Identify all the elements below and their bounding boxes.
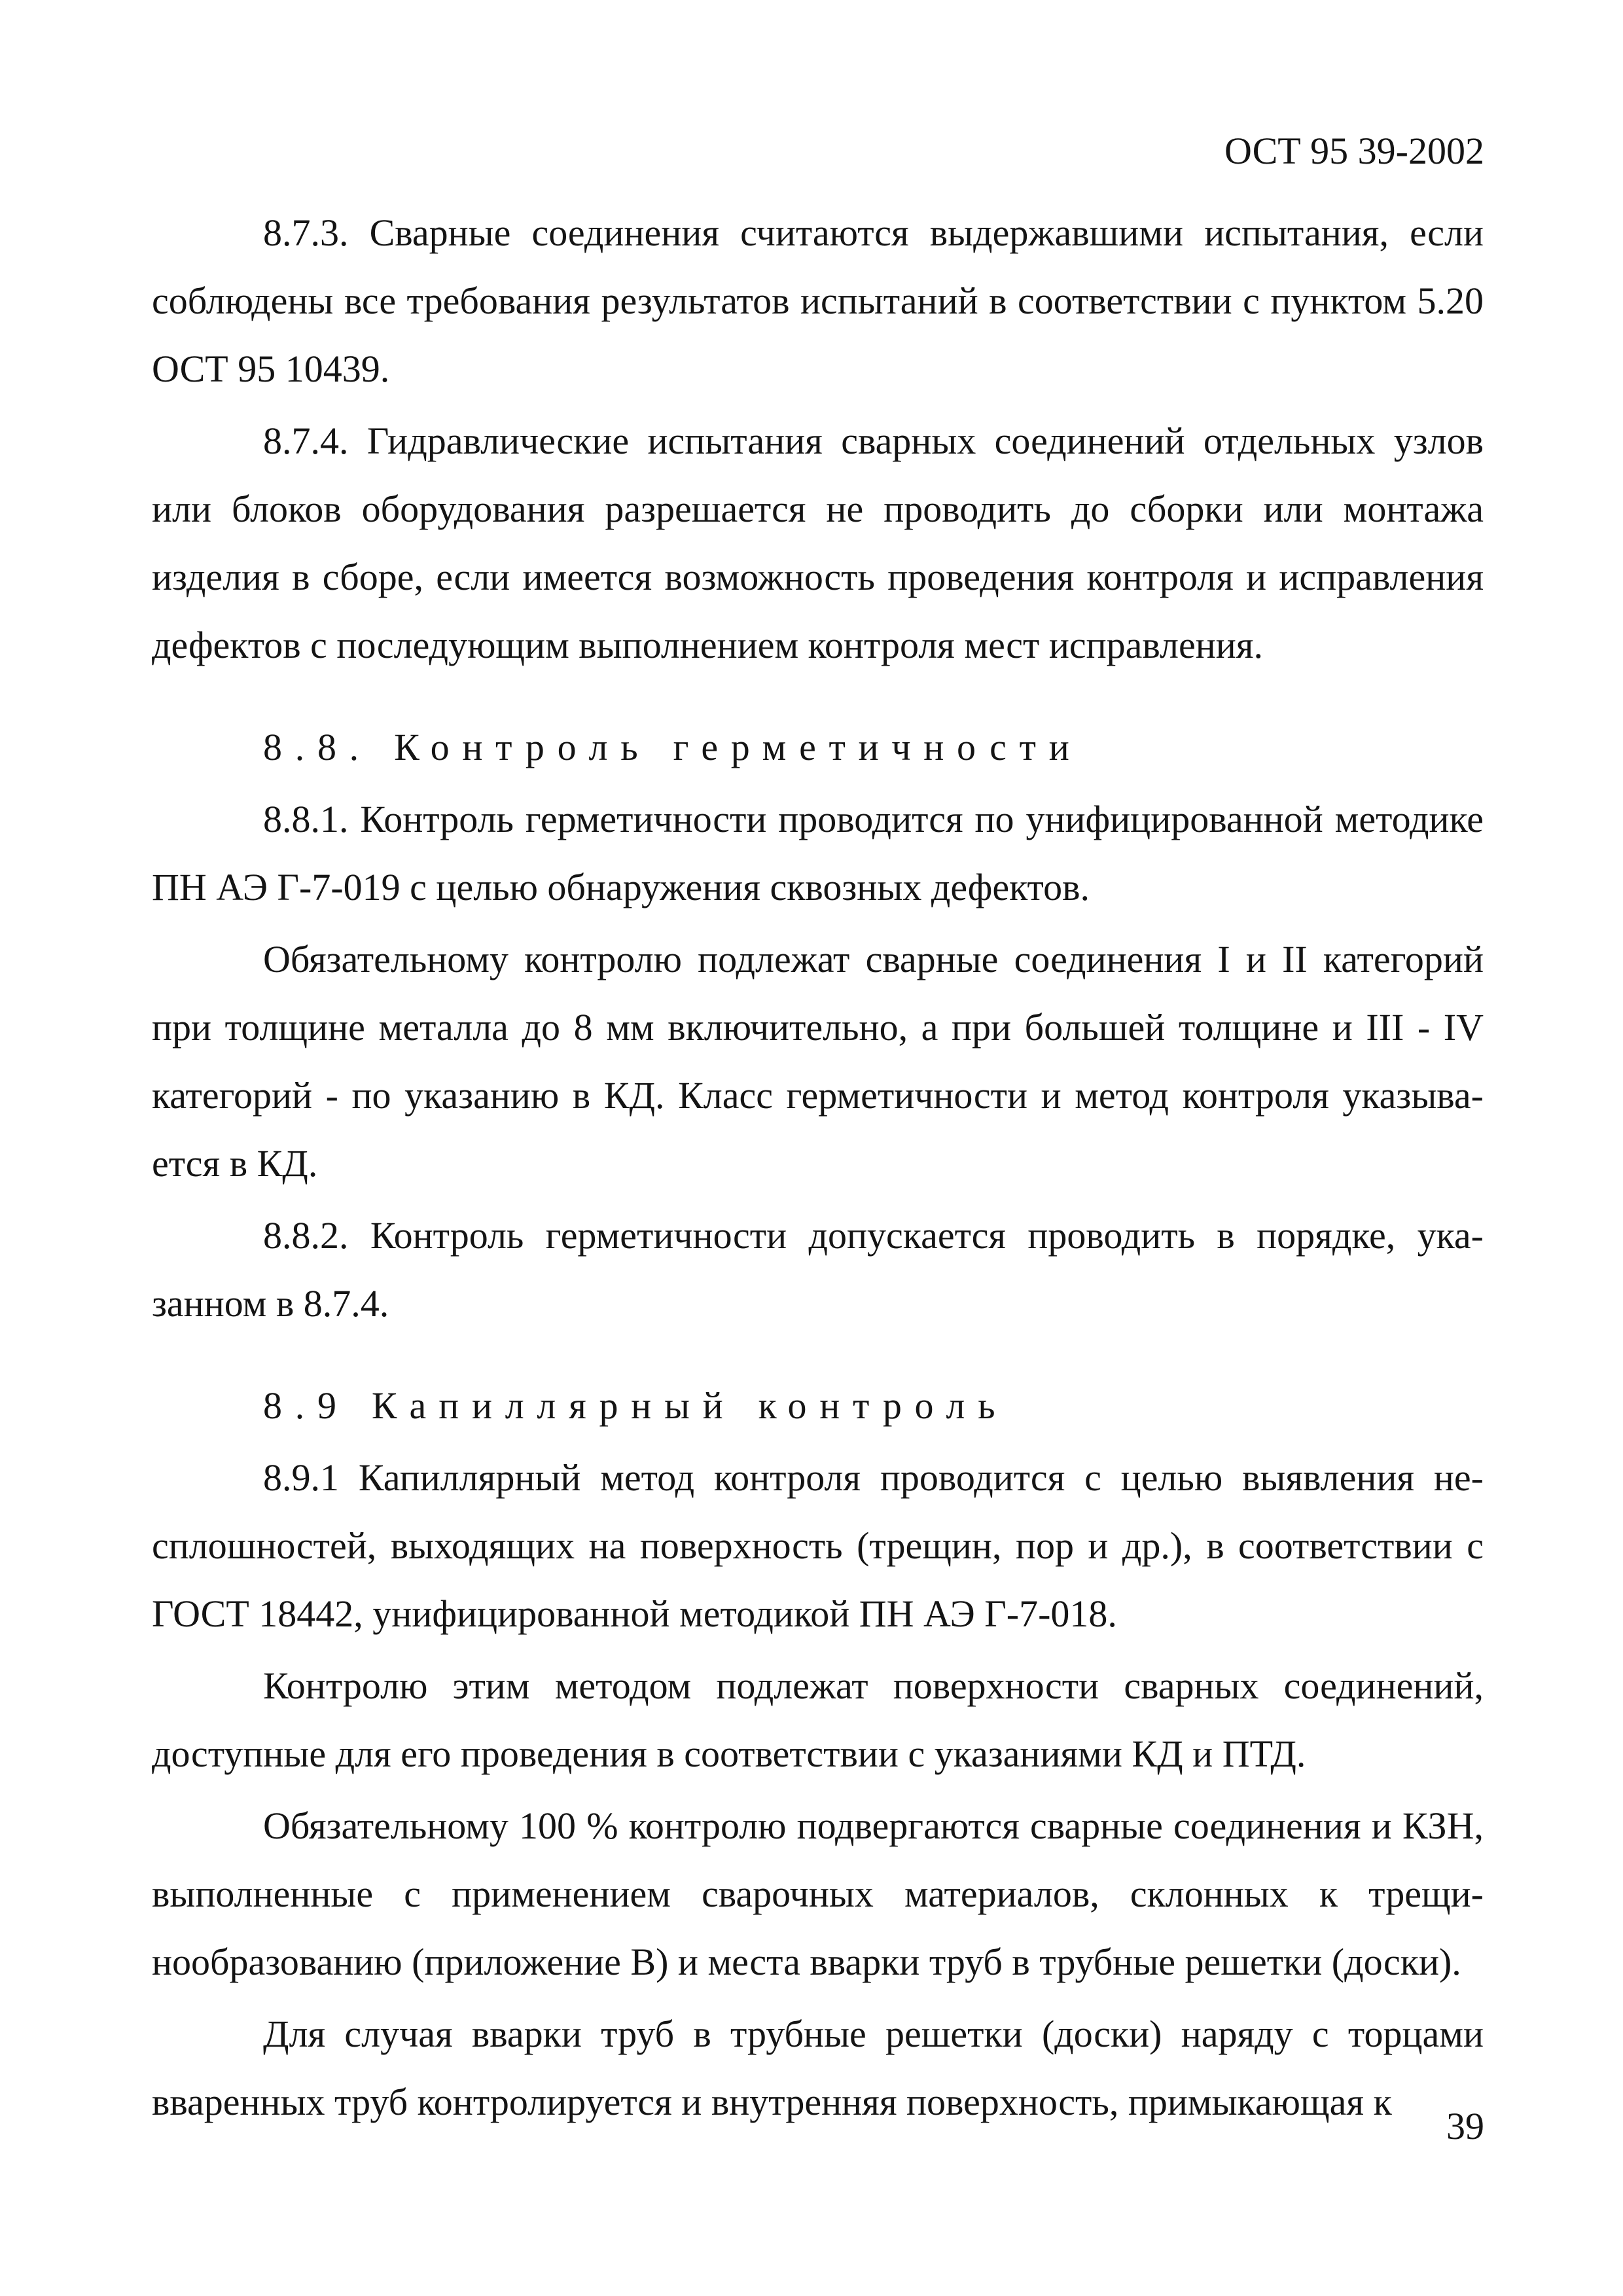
- paragraph-8-7-3: 8.7.3. Сварные соединения считаются выдержавшими испытания, если соблюдены все требования результатов испытаний в соответствии с пунктом 5.20 ОСТ 95 10439.: [152, 211, 1484, 390]
- section-title-8-9: 8.9 Капиллярный контроль: [263, 1384, 1008, 1427]
- paragraph-8-7-4: 8.7.4. Гидравлические испытания сварных соединений отдельных узлов или блоков оборудования разрешается не проводить до сборки или монтажа изделия в сборе, если имеется возможность проведения контроля и исправления дефектов с последующим выполнением контроля мест исправления.: [152, 420, 1484, 666]
- page-number: 39: [1446, 2105, 1484, 2147]
- paragraph-8-9-1-b: Контролю этим методом подлежат поверхности сварных соединений, доступные для его проведения в соответствии с указаниями КД и ПТД.: [152, 1664, 1484, 1775]
- document-code: ОСТ 95 39-2002: [1224, 130, 1484, 172]
- paragraph-8-9-1: 8.9.1 Капиллярный метод контроля проводится с целью выявления несплошностей, выходящих на поверхность (трещин, пор и др.), в соответствии с ГОСТ 18442, унифицированной методикой ПН АЭ Г-7-018.: [152, 1456, 1484, 1635]
- paragraph-8-8-2: 8.8.2. Контроль герметичности допускается проводить в порядке, указанном в 8.7.4.: [152, 1214, 1484, 1325]
- page-body: [152, 199, 1484, 2140]
- paragraph-8-9-1-d: Для случая вварки труб в трубные решетки (доски) наряду с торцами вваренных труб контролируется и внутренняя поверхность, примыкающая к: [152, 2013, 1484, 2123]
- paragraph-8-8-1-b: Обязательному контролю подлежат сварные соединения I и II категорий при толщине металла до 8 мм включительно, а при большей толщине и III - IV категорий - по указанию в КД. Класс герметичности и метод контроля указывается в КД.: [152, 938, 1484, 1185]
- section-title-8-8: 8.8. Контроль герметичности: [263, 726, 1082, 768]
- paragraph-8-9-1-c: Обязательному 100 % контролю подвергаются сварные соединения и КЗН, выполненные с применением сварочных материалов, склонных к трещинообразованию (приложение В) и места вварки труб в трубные решетки (доски).: [152, 1804, 1484, 1983]
- paragraph-8-8-1: 8.8.1. Контроль герметичности проводится по унифицированной методике ПН АЭ Г-7-019 с целью обнаружения сквозных дефектов.: [152, 798, 1484, 908]
